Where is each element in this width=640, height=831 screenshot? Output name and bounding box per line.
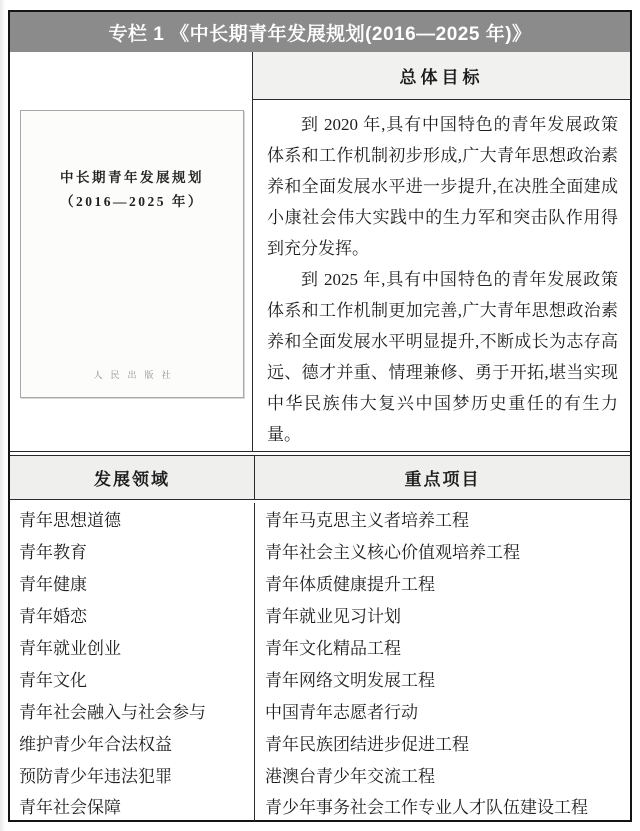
book-cover-title xyxy=(21,166,243,214)
overall-goal-paragraph-2020: 到 2020 年,具有中国特色的青年发展政策体系和工作机制初步形成,广大青年思想政治素养和全面发展水平进一步提升,在决胜全面建成小康社会伟大实践中的生力军和突击队作用得到充分发挥。 xyxy=(267,115,618,258)
table-cell-key-project: 青年民族团结进步促进工程 xyxy=(265,734,469,754)
table-cell-development-area: 青年婚恋 xyxy=(10,599,255,631)
table-cell-development-area: 青年文化 xyxy=(10,662,255,694)
table-cell-key-project: 青年就业见习计划 xyxy=(265,607,401,627)
panel-banner xyxy=(10,12,630,52)
page-scan-edge xyxy=(0,0,5,831)
column-panel xyxy=(8,10,632,822)
book-cover-title-line1: 中长期青年发展规划 xyxy=(60,170,204,185)
table-cell-development-area: 青年思想道德 xyxy=(10,503,255,535)
table-cell-key-project: 中国青年志愿者行动 xyxy=(265,702,418,722)
table-cell-key-project: 港澳台青少年交流工程 xyxy=(265,766,435,786)
table-cell-development-area: 青年教育 xyxy=(10,535,255,567)
overall-goal-heading: 总体目标 xyxy=(253,52,630,100)
table-cell-development-area: 青年社会保障 xyxy=(10,790,255,822)
overall-goal-paragraph-2025: 到 2025 年,具有中国特色的青年发展政策体系和工作机制更加完善,广大青年思想政治素养和全面发展水平明显提升,不断成长为志存高远、德才并重、情理兼修、勇于开拓,堪当实现中华民族伟大复兴中国梦历史重任的有生力量。 xyxy=(267,270,618,444)
table-cell-key-project: 青年体质健康提升工程 xyxy=(265,575,435,595)
table-cell-development-area: 青年健康 xyxy=(10,567,255,599)
overall-goal-body xyxy=(253,100,630,451)
book-cover-column xyxy=(10,52,253,451)
table-cell-key-project: 青年社会主义核心价值观培养工程 xyxy=(265,543,520,563)
table-cell-key-project: 青年文化精品工程 xyxy=(265,639,401,658)
table-cell-key-project: 青年马克思主义者培养工程 xyxy=(265,511,469,531)
table-header-development-areas: 发展领域 xyxy=(10,456,255,499)
table-cell-development-area: 预防青少年违法犯罪 xyxy=(10,758,255,790)
table-header-key-projects: 重点项目 xyxy=(404,470,481,489)
book-cover-image xyxy=(20,110,244,398)
table-cell-development-area: 维护青少年合法权益 xyxy=(10,726,255,758)
panel-title: 专栏 1 《中长期青年发展规划(2016—2025 年)》 xyxy=(108,23,532,45)
top-section xyxy=(10,52,630,452)
table-cell-key-project: 青少年事务社会工作专业人才队伍建设工程 xyxy=(265,798,588,818)
book-cover-title-line2: （2016—2025 年） xyxy=(60,194,204,209)
table-cell-development-area: 青年就业创业 xyxy=(10,631,255,663)
book-cover-publisher: 人民出版社 xyxy=(93,370,179,380)
table-cell-development-area: 青年社会融入与社会参与 xyxy=(10,694,255,726)
table-body xyxy=(10,500,630,822)
table-cell-key-project: 青年网络文明发展工程 xyxy=(265,670,435,690)
overall-goal-column xyxy=(253,52,630,451)
table-header-row xyxy=(10,455,630,500)
